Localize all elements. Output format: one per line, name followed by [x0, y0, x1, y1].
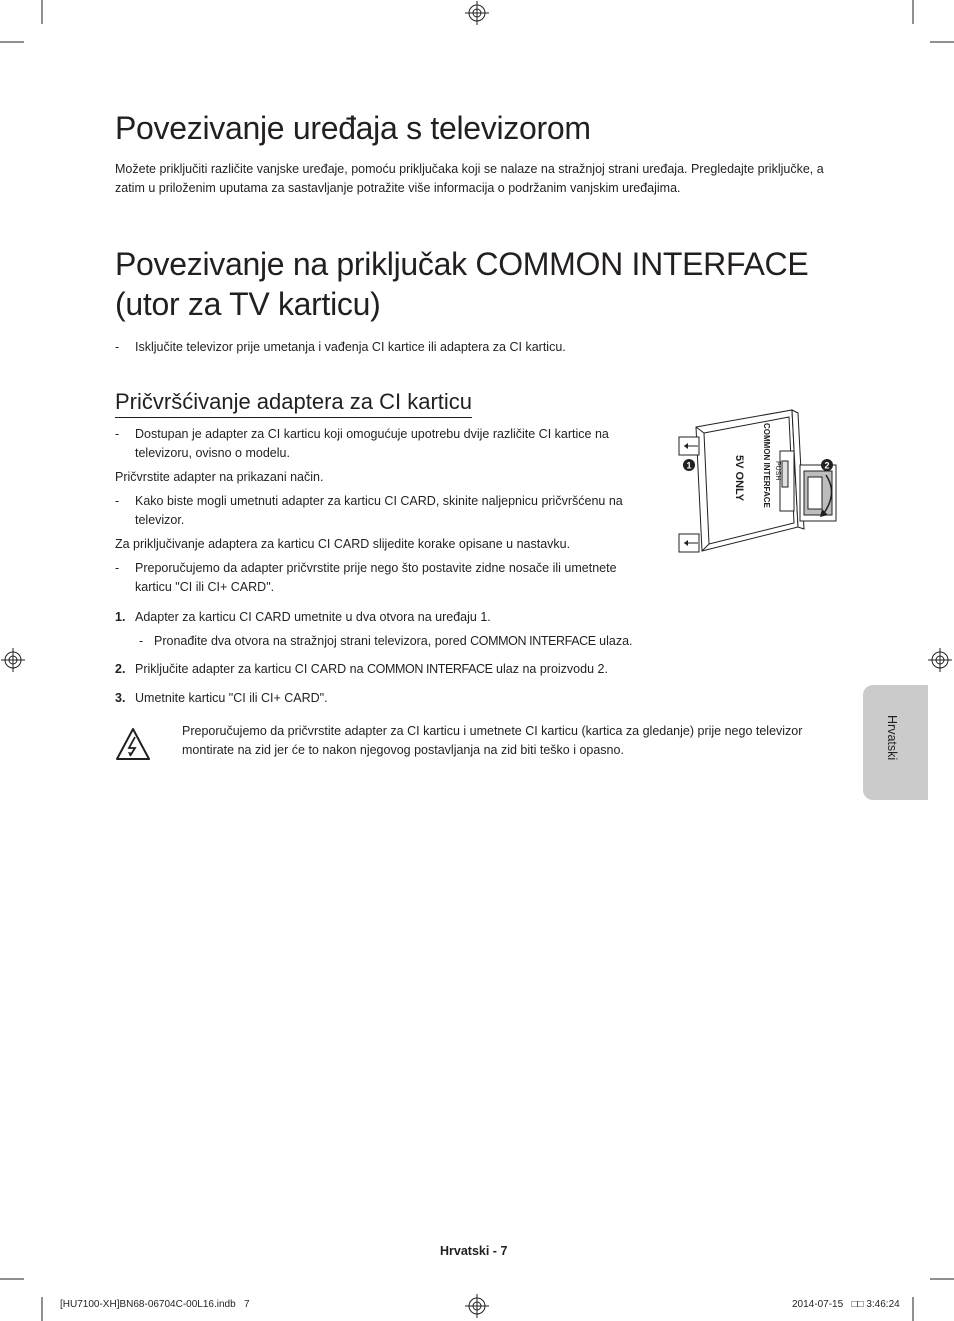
diagram-label-push: PUSH — [774, 461, 781, 481]
print-filename: [HU7100-XH]BN68-06704C-00L16.indb 7 — [60, 1299, 250, 1310]
step-text: Adapter za karticu CI CARD umetnite u dva otvora na uređaju 1. — [135, 610, 491, 624]
diagram-label-5v: 5V ONLY — [733, 455, 745, 502]
step-3 — [115, 689, 715, 708]
subsection-title: Pričvršćivanje adaptera za CI karticu — [115, 388, 472, 418]
substep-text-pre: Pronađite dva otvora na stražnjoj strani televizora, pored — [154, 634, 471, 648]
dash-marker: - — [115, 427, 120, 441]
instructions-block — [115, 425, 655, 597]
registration-mark-right-icon — [928, 648, 952, 672]
intro-text: Možete priključiti različite vanjske uređaje, pomoću priključaka koji se nalaze na stražnjoj strani uređaja. Pregledajte priključke, a zatim u priloženim uputama za sastavljanje potražite više informacija o podržanim vanjskim uređajima. — [115, 162, 824, 195]
substep-text-post: ulaza. — [595, 634, 633, 648]
bullet-adapter-text: Dostupan je adapter za CI karticu koji omogućuje upotrebu dvije različite CI kartice na televizoru, ovisno o modelu. — [135, 427, 609, 460]
registration-mark-top-icon — [465, 1, 489, 25]
bullet-recommend — [115, 559, 655, 597]
print-timestamp: 2014-07-15 □□ 3:46:24 — [792, 1299, 900, 1310]
section-title-line2: (utor za TV karticu) — [115, 286, 381, 322]
dash-marker: - — [115, 494, 120, 508]
substep-key: COMMON INTERFACE — [470, 634, 596, 648]
step-2 — [115, 660, 715, 679]
dash-marker: - — [139, 634, 144, 648]
note-off-text: Isključite televizor prije umetanja i vađenja CI kartice ili adaptera za CI karticu. — [135, 340, 566, 354]
substep — [115, 632, 715, 651]
page-number: Hrvatski - 7 — [440, 1244, 508, 1258]
step-text: Umetnite karticu "CI ili CI+ CARD". — [135, 691, 328, 705]
language-side-tab — [863, 685, 928, 800]
marker-2-label: 2 — [824, 460, 830, 471]
bullet-recommend-text: Preporučujemo da adapter pričvrstite prije nego što postavite zidne nosače ili umetnete karticu "CI ili CI+ CARD". — [135, 561, 617, 594]
step-text-pre: Priključite adapter za karticu CI CARD na — [135, 662, 368, 676]
bullet-sticker-text: Kako biste mogli umetnuti adapter za karticu CI CARD, skinite naljepnicu pričvršćenu na televizor. — [135, 494, 623, 527]
section-title — [115, 244, 855, 324]
step-text-post: ulaz na proizvodu 2. — [492, 662, 608, 676]
step-key: COMMON INTERFACE — [367, 662, 493, 676]
language-side-tab-label: Hrvatski — [885, 715, 899, 761]
warning-icon — [115, 727, 151, 761]
step-1 — [115, 608, 715, 627]
diagram-label-ci: COMMON INTERFACE — [762, 423, 771, 508]
section-title-line1: Povezivanje na priključak COMMON INTERFACE — [115, 246, 809, 282]
steps-list — [115, 608, 715, 708]
step-number: 2. — [115, 662, 126, 676]
para-steps: Za priključivanje adaptera za karticu CI CARD slijedite korake opisane u nastavku. — [115, 537, 571, 551]
warning-text: Preporučujemo da pričvrstite adapter za CI karticu i umetnete CI karticu (kartica za gledanje) prije nego televizor montirate na zid jer će to nakon njegovog postavljanja na zid biti teško i opasno. — [182, 724, 803, 757]
note-off — [115, 338, 835, 357]
dash-marker: - — [115, 340, 120, 354]
ci-adapter-diagram — [676, 405, 842, 557]
bullet-adapter — [115, 425, 655, 463]
step-number: 1. — [115, 610, 126, 624]
registration-mark-bottom-icon — [465, 1294, 489, 1318]
para-attach: Pričvrstite adapter na prikazani način. — [115, 470, 324, 484]
step-number: 3. — [115, 691, 126, 705]
registration-mark-left-icon — [1, 648, 25, 672]
marker-1-label: 1 — [686, 460, 692, 471]
page-title: Povezivanje uređaja s televizorom — [115, 110, 591, 146]
bullet-sticker — [115, 492, 655, 530]
dash-marker: - — [115, 561, 120, 575]
